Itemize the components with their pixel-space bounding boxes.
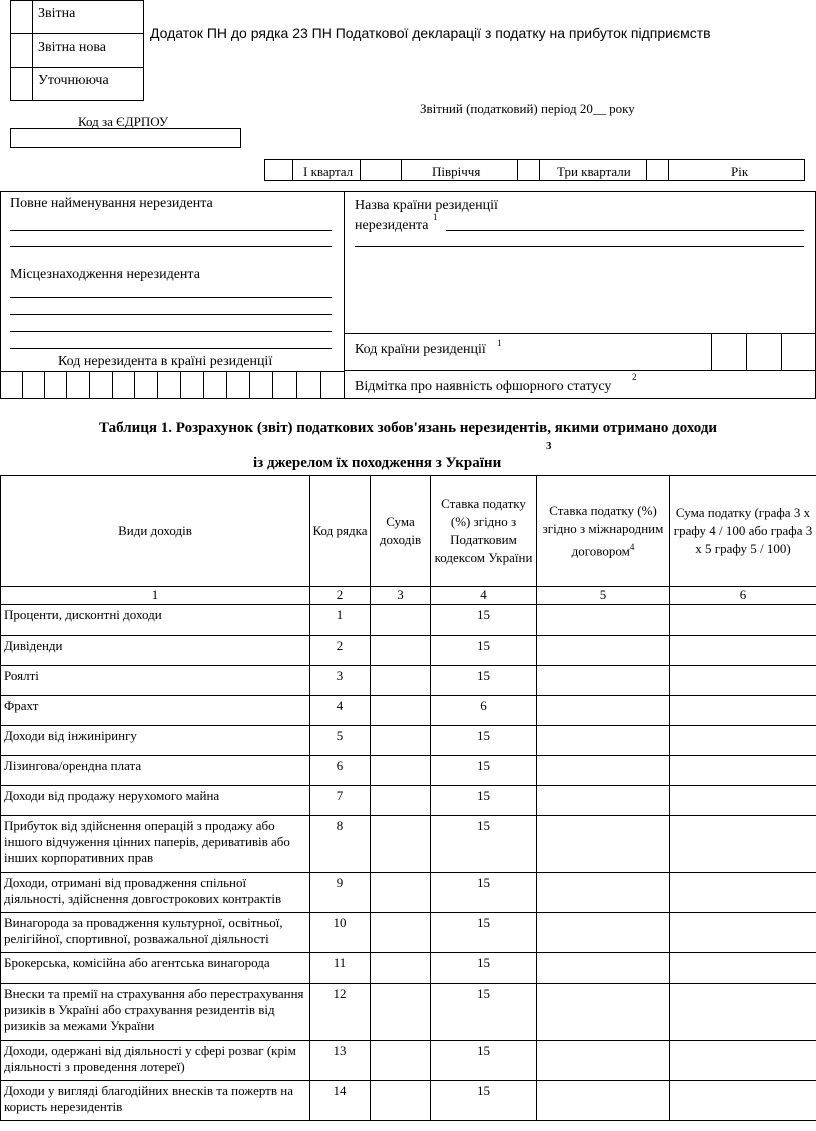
treaty-rate-cell[interactable] [537, 1081, 670, 1121]
header-row-code: Код рядка [310, 476, 371, 587]
code-cell [22, 371, 23, 399]
tax-code-rate-cell: 15 [431, 605, 537, 636]
row-code-cell: 4 [310, 696, 371, 726]
nonresident-location-line[interactable] [10, 331, 332, 332]
col-number: 3 [371, 587, 431, 605]
code-cell [66, 371, 67, 399]
code-cell [203, 371, 204, 399]
report-type-divider [10, 67, 144, 68]
code-cell [226, 371, 227, 399]
header-treaty-rate-sup: 4 [629, 541, 635, 552]
page-title: Додаток ПН до рядка 23 ПН Податкової декларації з податку на прибуток підприємств [150, 25, 711, 41]
offshore-sup: 2 [632, 372, 637, 382]
income-type-cell: Доходи від інжинірингу [1, 726, 310, 756]
treaty-rate-cell[interactable] [537, 1041, 670, 1081]
quarter-q1[interactable]: I квартал [303, 164, 354, 179]
code-cell [249, 371, 250, 399]
tax-code-rate-cell: 15 [431, 984, 537, 1041]
quarter-divider [401, 159, 402, 181]
quarter-divider [539, 159, 540, 181]
row-code-cell: 14 [310, 1081, 371, 1121]
code-cell [320, 371, 321, 399]
quarter-divider [646, 159, 647, 181]
quarter-divider [360, 159, 361, 181]
income-amount-cell[interactable] [371, 913, 431, 953]
income-amount-cell[interactable] [371, 786, 431, 816]
treaty-rate-cell[interactable] [537, 756, 670, 786]
row-code-cell: 8 [310, 816, 371, 873]
table-row [1, 605, 816, 636]
row-code-cell: 12 [310, 984, 371, 1041]
tax-code-rate-cell: 15 [431, 756, 537, 786]
income-type-cell: Доходи у вигляді благодійних внесків та пожертв на користь нерезидентів [1, 1081, 310, 1121]
country-code-sup: 1 [497, 338, 502, 348]
income-amount-cell[interactable] [371, 756, 431, 786]
header-income-types: Види доходів [1, 476, 310, 587]
col-number: 6 [670, 587, 816, 605]
quarter-divider [517, 159, 518, 181]
tax-code-rate-cell: 15 [431, 1081, 537, 1121]
treaty-rate-cell[interactable] [537, 953, 670, 984]
country-code-cell [781, 333, 782, 370]
code-cell [157, 371, 158, 399]
col-number: 1 [1, 587, 310, 605]
nonresident-location-line[interactable] [10, 314, 332, 315]
offshore-label: Відмітка про наявність офшорного статусу [355, 379, 612, 394]
tax-code-rate-cell: 15 [431, 726, 537, 756]
tax-amount-cell[interactable] [670, 696, 816, 726]
report-type-divider [10, 33, 144, 34]
income-type-cell: Брокерська, комісійна або агентська винагорода [1, 953, 310, 984]
tax-code-rate-cell: 15 [431, 873, 537, 913]
tax-amount-cell[interactable] [670, 726, 816, 756]
table-row [1, 953, 816, 984]
nonresident-location-label: Місцезнаходження нерезидента [10, 267, 200, 282]
row-code-cell: 2 [310, 636, 371, 666]
income-amount-cell[interactable] [371, 696, 431, 726]
table-row [1, 726, 816, 756]
row-code-cell: 1 [310, 605, 371, 636]
tax-amount-cell[interactable] [670, 756, 816, 786]
income-type-cell: Винагорода за провадження культурної, освітньої, релігійної, спортивної, розважальної діяльності [1, 913, 310, 953]
income-type-cell: Прибуток від здійснення операцій з продажу або іншого відчуження цінних паперів, деривативів або інших корпоративних прав [1, 816, 310, 873]
country-code-label: Код країни резиденції [355, 342, 486, 357]
header-tax-code-rate: Ставка податку (%) згідно з Податковим кодексом України [431, 476, 537, 587]
header-treaty-rate [537, 476, 670, 587]
row-code-cell: 5 [310, 726, 371, 756]
country-code-cell [746, 333, 747, 370]
treaty-rate-cell[interactable] [537, 984, 670, 1041]
column-numbers-row [1, 587, 816, 605]
quarter-half-year[interactable]: Півріччя [432, 164, 481, 179]
row-code-cell: 9 [310, 873, 371, 913]
income-amount-cell[interactable] [371, 953, 431, 984]
income-type-cell: Дивіденди [1, 636, 310, 666]
offshore-top [344, 370, 816, 371]
tax-code-rate-cell: 15 [431, 786, 537, 816]
tax-amount-cell[interactable] [670, 816, 816, 873]
code-cell [272, 371, 273, 399]
table-row [1, 756, 816, 786]
table-title-line1: Таблиця 1. Розрахунок (звіт) податкових зобов'язань нерезидентів, якими отримано доходи [98, 420, 718, 436]
income-type-cell: Доходи, одержані від діяльності у сфері розваг (крім діяльності з проведення лотереї) [1, 1041, 310, 1081]
report-type-zvitna-nova[interactable]: Звітна нова [38, 40, 106, 55]
row-code-cell: 13 [310, 1041, 371, 1081]
nonresident-location-line[interactable] [10, 348, 332, 349]
treaty-rate-cell[interactable] [537, 873, 670, 913]
table-row [1, 1041, 816, 1081]
tax-code-rate-cell: 15 [431, 1041, 537, 1081]
table-row [1, 636, 816, 666]
row-code-cell: 10 [310, 913, 371, 953]
income-type-cell: Доходи, отримані від провадження спільної діяльності, здійснення довгострокових контрактів [1, 873, 310, 913]
row-code-cell: 3 [310, 666, 371, 696]
income-type-cell: Фрахт [1, 696, 310, 726]
tax-amount-cell[interactable] [670, 786, 816, 816]
table-header-row [1, 476, 816, 587]
table-row [1, 816, 816, 873]
report-type-utochnyuyucha[interactable]: Уточнююча [38, 73, 109, 88]
tax-amount-cell[interactable] [670, 953, 816, 984]
row-code-cell: 7 [310, 786, 371, 816]
code-cell [180, 371, 181, 399]
nonresident-name-label: Повне найменування нерезидента [10, 196, 213, 211]
country-name-line[interactable] [355, 246, 804, 247]
quarter-divider [668, 159, 669, 181]
income-type-cell: Лізингова/орендна плата [1, 756, 310, 786]
tax-code-rate-cell: 15 [431, 816, 537, 873]
income-amount-cell[interactable] [371, 873, 431, 913]
treaty-rate-cell[interactable] [537, 816, 670, 873]
income-type-cell: Проценти, дисконтні доходи [1, 605, 310, 636]
country-name-line[interactable] [446, 230, 804, 231]
edrpou-label: Код за ЄДРПОУ [78, 114, 169, 129]
table-row [1, 913, 816, 953]
income-amount-cell[interactable] [371, 984, 431, 1041]
treaty-rate-cell[interactable] [537, 666, 670, 696]
table-row [1, 696, 816, 726]
income-tax-table [0, 475, 816, 1121]
quarter-divider [292, 159, 293, 181]
tax-amount-cell[interactable] [670, 636, 816, 666]
code-cells-top [0, 371, 344, 372]
income-type-cell: Роялті [1, 666, 310, 696]
tax-code-rate-cell: 15 [431, 913, 537, 953]
tax-amount-cell[interactable] [670, 605, 816, 636]
income-amount-cell[interactable] [371, 636, 431, 666]
table-title-line2: із джерелом їх походження з України [253, 455, 502, 471]
income-type-cell: Доходи від продажу нерухомого майна [1, 786, 310, 816]
table-row [1, 873, 816, 913]
table-row [1, 984, 816, 1041]
report-type-divider [32, 0, 33, 101]
header-tax-amount: Сума податку (графа 3 х графу 4 / 100 або графа 3 х 5 графу 5 / 100) [670, 476, 816, 587]
period-label: Звітний (податковий) період 20__ року [420, 101, 635, 116]
block-divider [344, 191, 345, 399]
income-amount-cell[interactable] [371, 726, 431, 756]
tax-amount-cell[interactable] [670, 1081, 816, 1121]
row-code-cell: 11 [310, 953, 371, 984]
table-title-sup: 3 [546, 440, 552, 452]
treaty-rate-cell[interactable] [537, 636, 670, 666]
nonresident-code-label: Код нерезидента в країні резиденції [58, 354, 273, 369]
tax-amount-cell[interactable] [670, 913, 816, 953]
header-income-amount: Сума доходів [371, 476, 431, 587]
treaty-rate-cell[interactable] [537, 786, 670, 816]
income-amount-cell[interactable] [371, 666, 431, 696]
code-cell [44, 371, 45, 399]
country-name-text: Назва країни резиденції нерезидента [355, 198, 498, 233]
nonresident-location-line[interactable] [10, 297, 332, 298]
tax-code-rate-cell: 15 [431, 953, 537, 984]
income-amount-cell[interactable] [371, 816, 431, 873]
report-type-zvitna[interactable]: Звітна [38, 6, 76, 21]
tax-code-rate-cell: 15 [431, 636, 537, 666]
treaty-rate-cell[interactable] [537, 696, 670, 726]
row-code-cell: 6 [310, 756, 371, 786]
tax-code-rate-cell: 15 [431, 666, 537, 696]
col-number: 4 [431, 587, 537, 605]
quarter-three-quarters[interactable]: Три квартали [557, 164, 631, 179]
table-row [1, 666, 816, 696]
tax-amount-cell[interactable] [670, 666, 816, 696]
quarter-year[interactable]: Рік [731, 164, 749, 179]
tax-amount-cell[interactable] [670, 1041, 816, 1081]
treaty-rate-cell[interactable] [537, 726, 670, 756]
income-amount-cell[interactable] [371, 1081, 431, 1121]
nonresident-name-line[interactable] [10, 230, 332, 231]
table-row [1, 1081, 816, 1121]
country-code-cell [711, 333, 712, 370]
code-cell [296, 371, 297, 399]
income-type-cell: Внески та премії на страхування або перестрахування ризиків в Україні або страхування резидентів від ризиків за межами України [1, 984, 310, 1041]
income-amount-cell[interactable] [371, 605, 431, 636]
edrpou-field[interactable] [10, 128, 241, 148]
treaty-rate-cell[interactable] [537, 913, 670, 953]
nonresident-name-line[interactable] [10, 246, 332, 247]
tax-amount-cell[interactable] [670, 984, 816, 1041]
treaty-rate-cell[interactable] [537, 605, 670, 636]
code-cell [89, 371, 90, 399]
country-name-sup: 1 [433, 212, 438, 222]
code-cell [134, 371, 135, 399]
income-amount-cell[interactable] [371, 1041, 431, 1081]
col-number: 5 [537, 587, 670, 605]
code-cell [112, 371, 113, 399]
table-row [1, 786, 816, 816]
col-number: 2 [310, 587, 371, 605]
tax-amount-cell[interactable] [670, 873, 816, 913]
tax-code-rate-cell: 6 [431, 696, 537, 726]
header-treaty-rate-text: Ставка податку (%) згідно з міжнародним договором [542, 502, 664, 559]
